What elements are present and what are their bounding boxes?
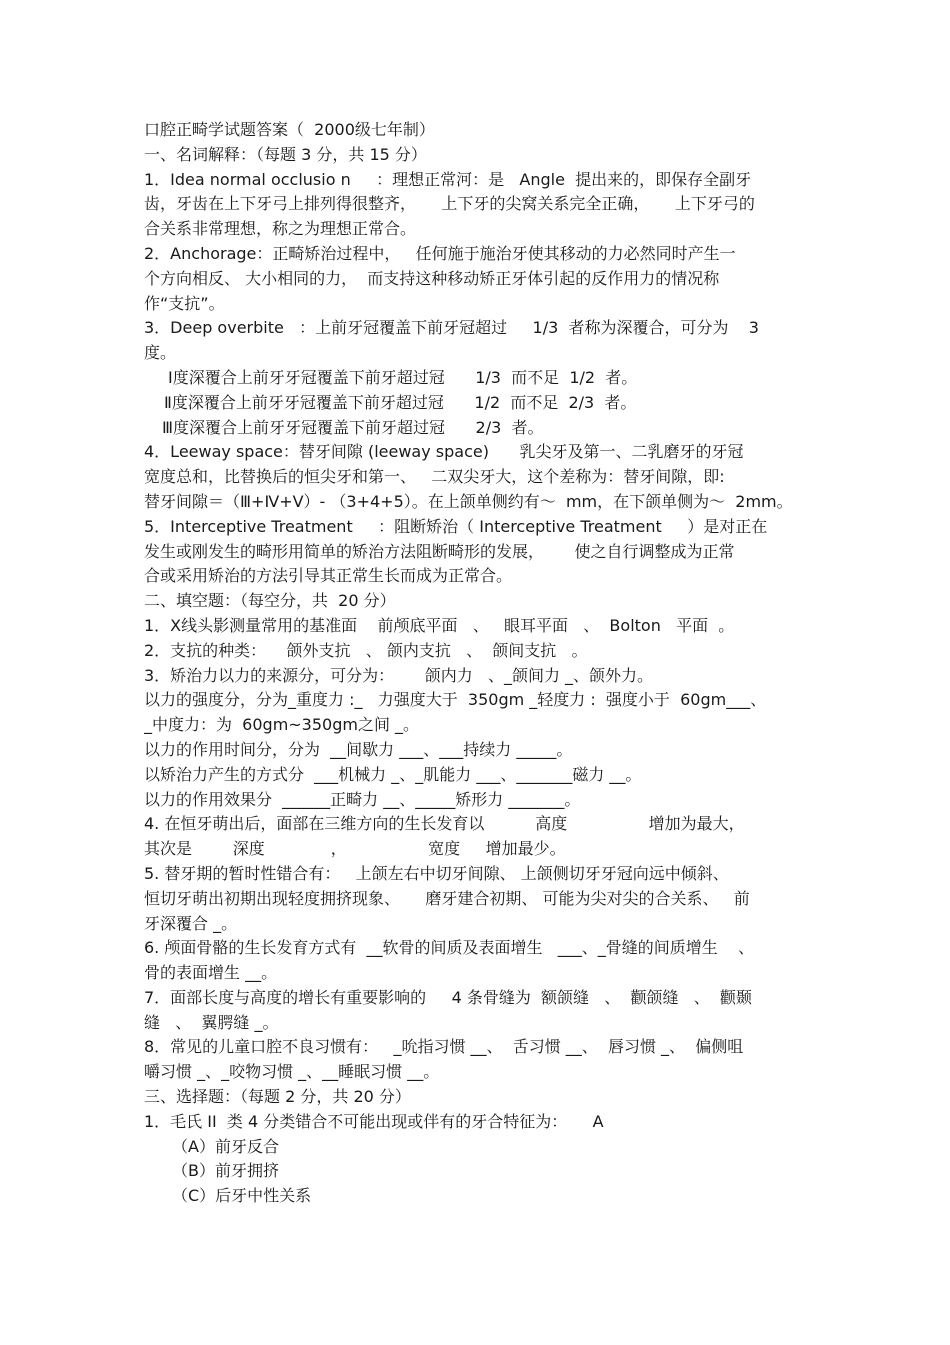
text-line: 1．Idea normal occlusio n ：理想正常河：是 Angle 提出来的，即保存全副牙 <box>144 169 752 189</box>
text-line: 合或采用矫治的方法引导其正常生长而成为正常合。 <box>144 566 513 586</box>
text-line: 宽度总和，比替换后的恒尖牙和第一、 二双尖牙大，这个差称为：替牙间隙，即: <box>144 467 725 487</box>
text-line: 以力的强度分，分为_重度力 :_ 力强度大于 350gm _轻度力 : 强度小于 60gm___、 <box>144 690 767 710</box>
text-line: 恒切牙萌出初期出现轻度拥挤现象、 磨牙建合初期、 可能为尖对尖的合关系、 前 <box>144 888 750 908</box>
option-a: （A）前牙反合 <box>172 1136 279 1156</box>
text-line: Ⅱ度深覆合上前牙牙冠覆盖下前牙超过冠 1/2 而不足 2/3 者。 <box>164 392 637 412</box>
text-line: 骨的表面增生 __。 <box>144 963 278 983</box>
text-line: 牙深覆合 _。 <box>144 913 238 933</box>
text-line: 以矫治力产生的方式分 ___机械力 _、_肌能力 ___、_______磁力 __。 <box>144 764 642 784</box>
text-line: 2．Anchorage：正畸矫治过程中， 任何施于施治牙使其移动的力必然同时产生一 <box>144 243 736 263</box>
option-b: （B）前牙拥挤 <box>172 1161 279 1181</box>
text-line: 3．矫治力以力的来源分，可分为： 颌内力 、_颌间力 _、颌外力。 <box>144 665 654 685</box>
text-line: 8．常见的儿童口腔不良习惯有： _吮指习惯 __、 舌习惯 __、 唇习惯 _、 偏侧咀 <box>144 1037 744 1057</box>
text-line: 4．Leeway space：替牙间隙 (leeway space) 乳尖牙及第一、二乳磨牙的牙冠 <box>144 442 744 462</box>
text-line: 7．面部长度与高度的增长有重要影响的 4 条骨缝为 额颌缝 、 颧颌缝 、 颧颞 <box>144 987 752 1007</box>
text-line: 替牙间隙＝（Ⅲ+Ⅳ+Ⅴ）- （3+4+5）。在上颌单侧约有～ mm，在下颌单侧为～ 2mm。 <box>144 491 793 511</box>
text-line: 1．X线头影测量常用的基准面 前颅底平面 、 眼耳平面 、 Bolton 平面 。 <box>144 615 735 635</box>
text-line: 嚼习惯 _、_咬物习惯 _、__睡眠习惯 __。 <box>144 1062 440 1082</box>
text-line: 2．支抗的种类： 颌外支抗 、 颌内支抗 、 颌间支抗 。 <box>144 640 588 660</box>
text-line: 5. 替牙期的暂时性错合有： 上颌左右中切牙间隙、 上颌侧切牙牙冠向远中倾斜、 <box>144 863 729 883</box>
text-line: 度。 <box>144 343 177 363</box>
text-line: 以力的作用时间分，分为 __间歇力 ___、___持续力 _____。 <box>144 739 573 759</box>
text-line: 5．Interceptive Treatment ：阻断矫治（ Interceptive Treatment ）是对正在 <box>144 516 768 536</box>
text-line: 3．Deep overbite ：上前牙冠覆盖下前牙冠超过 1/3 者称为深覆合，可分为 3 <box>144 318 759 338</box>
question-text: 1．毛氏 II 类 4 分类错合不可能出现或伴有的牙合特征为： A <box>144 1111 604 1131</box>
text-line: Ⅰ度深覆合上前牙牙冠覆盖下前牙超过冠 1/3 而不足 1/2 者。 <box>168 367 638 387</box>
section-heading-fill-blank: 二、填空题：（每空分，共 20 分） <box>144 591 396 611</box>
text-line: 4. 在恒牙萌出后，面部在三维方向的生长发育以 高度 增加为最大， <box>144 814 745 834</box>
text-line: _中度力：为 60gm~350gm之间 _。 <box>144 715 420 735</box>
text-line: 作“支抗”。 <box>144 293 225 313</box>
document-page <box>144 118 812 1209</box>
text-line: 齿，牙齿在上下牙弓上排列得很整齐， 上下牙的尖窝关系完全正确， 上下牙弓的 <box>144 194 755 214</box>
text-line: 合关系非常理想，称之为理想正常合。 <box>144 219 417 239</box>
option-c: （C）后牙中性关系 <box>172 1186 312 1206</box>
text-line: 个方向相反、 大小相同的力， 而支持这种移动矫正牙体引起的反作用力的情况称 <box>144 268 720 288</box>
text-line: 发生或刚发生的畸形用简单的矫治方法阻断畸形的发展， 使之自行调整成为正常 <box>144 541 735 561</box>
text-line: 6. 颅面骨骼的生长发育方式有 __软骨的间质及表面增生 ___、_骨缝的间质增生 、 <box>144 938 755 958</box>
text-line: 其次是 深度 ， 宽度 增加最少。 <box>144 839 566 859</box>
document-title: 口腔正畸学试题答案（ 2000级七年制） <box>144 120 435 139</box>
section-heading-definitions: 一、名词解释：（每题 3 分，共 15 分） <box>144 144 427 164</box>
text-line: 缝 、 翼腭缝 _。 <box>144 1012 279 1032</box>
text-line: Ⅲ度深覆合上前牙牙冠覆盖下前牙超过冠 2/3 者。 <box>162 417 544 437</box>
section-heading-multiple-choice: 三、选择题：（每题 2 分，共 20 分） <box>144 1087 411 1107</box>
text-line: 以力的作用效果分 ______正畸力 __、_____矫形力 _______。 <box>144 789 581 809</box>
